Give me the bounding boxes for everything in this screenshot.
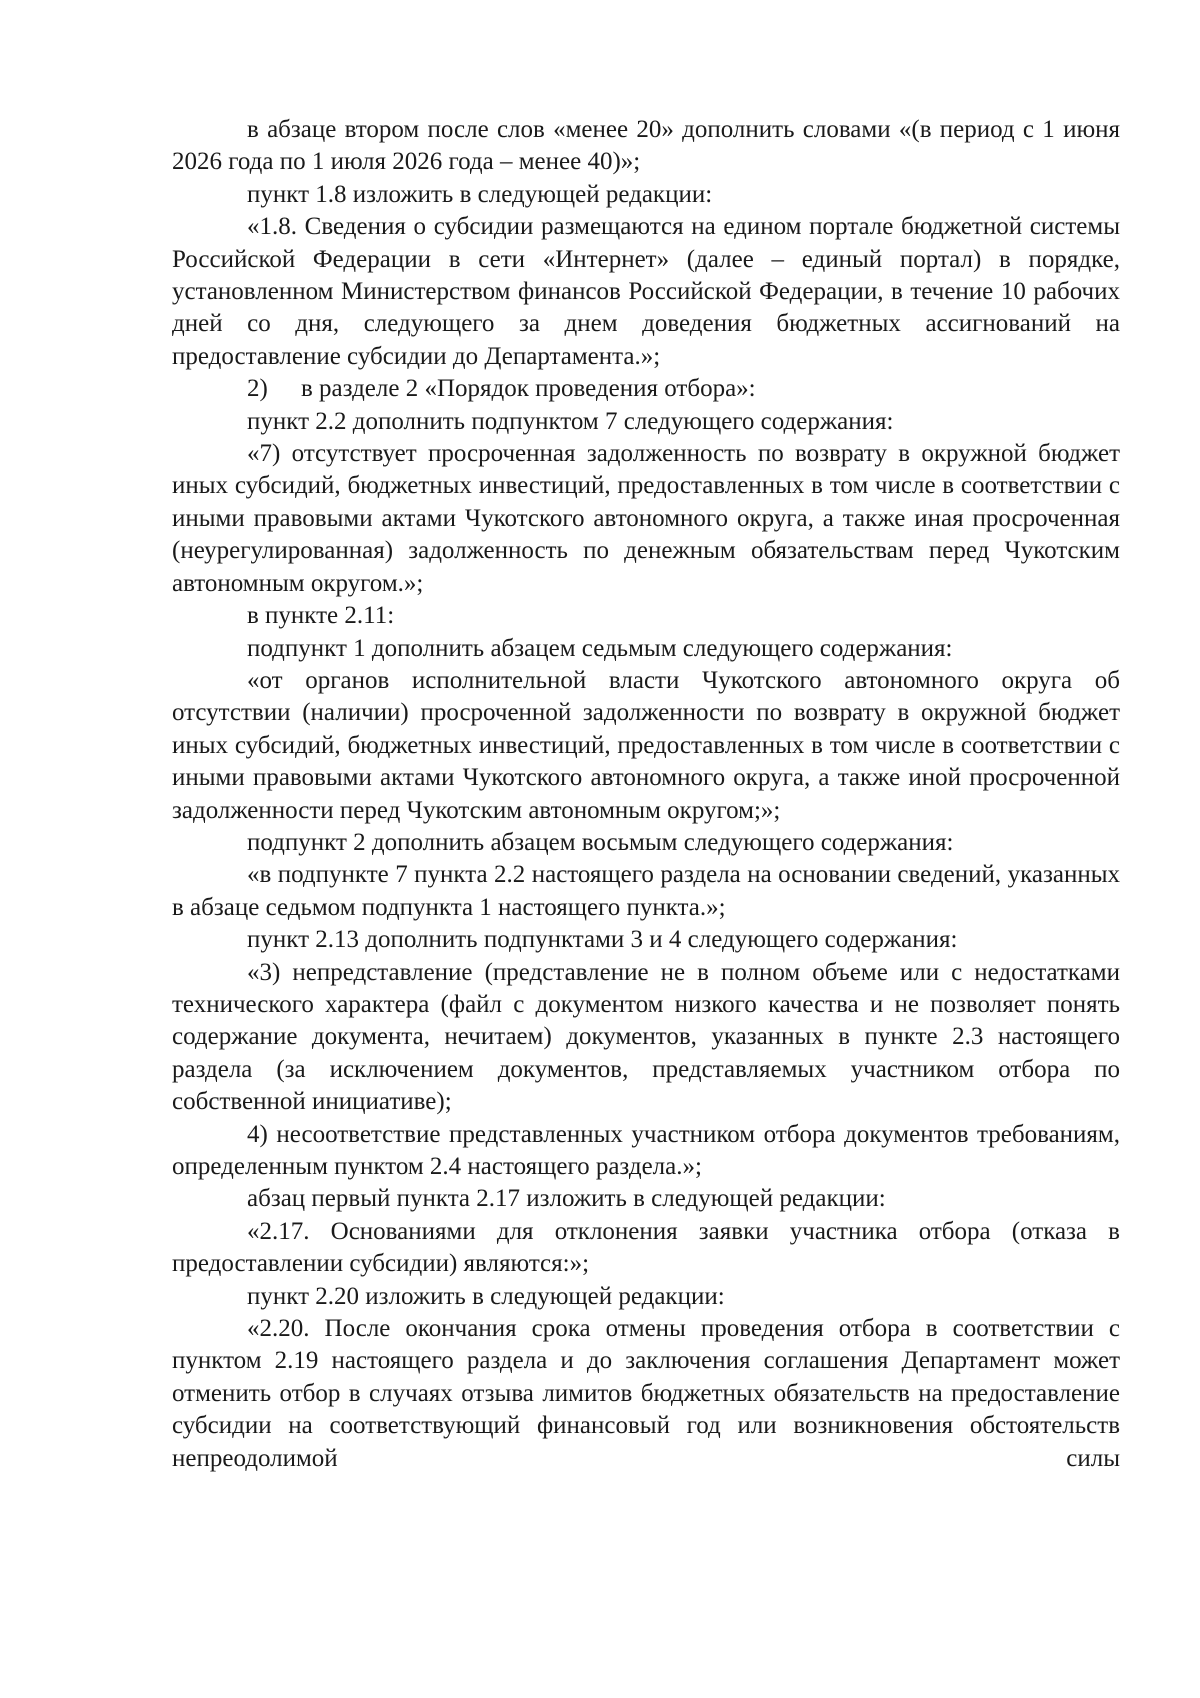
paragraph-4-text: в разделе 2 «Порядок проведения отбора»: <box>301 375 756 403</box>
paragraph-9: «от органов исполнительной власти Чукотского автономного округа об отсутствии (наличии) просроченной задолженности по возврату в окружной бюджет иных субсидий, бюджетных инвестиций, предоставленных в том числе в соответствии с иными правовыми актами Чукотского автономного округа, а также иной просроченной задолженности перед Чукотским автономным округом;»; <box>172 666 1120 824</box>
paragraph-11: «в подпункте 7 пункта 2.2 настоящего раздела на основании сведений, указанных в абзаце седьмом подпункта 1 настоящего пункта.»; <box>172 861 1120 921</box>
paragraph-16: «2.17. Основаниями для отклонения заявки участника отбора (отказа в предоставлении субсидии) являются:»; <box>172 1217 1120 1278</box>
paragraph-3: «1.8. Сведения о субсидии размещаются на едином портале бюджетной системы Российской Федерации в сети «Интернет» (далее – единый портал) в порядке, установленном Министерством финансов Российской Федерации, в течение 10 рабочих дней со дня, следующего за днем доведения бюджетных ассигнований на предоставление субсидии до Департамента.»; <box>172 213 1120 370</box>
paragraph-7: в пункте 2.11: <box>247 602 395 630</box>
paragraph-14: 4) несоответствие представленных участником отбора документов требованиям, определенным пунктом 2.4 настоящего раздела.»; <box>172 1120 1120 1180</box>
paragraph-10: подпункт 2 дополнить абзацем восьмым следующего содержания: <box>247 828 954 856</box>
paragraph-1: в абзаце втором после слов «менее 20» дополнить словами «(в период с 1 июня 2026 года по 1 июля 2026 года – менее 40)»; <box>172 116 1120 176</box>
document-page <box>172 114 1120 1475</box>
paragraph-6: «7) отсутствует просроченная задолженность по возврату в окружной бюджет иных субсидий, бюджетных инвестиций, предоставленных в том числе в соответствии с иными правовыми актами Чукотского автономного округа, а также иная просроченная (неурегулированная) задолженность по денежным обязательствам перед Чукотским автономным округом.»; <box>172 440 1120 597</box>
paragraph-4 <box>172 373 1120 405</box>
paragraph-2: пункт 1.8 изложить в следующей редакции: <box>247 180 713 208</box>
paragraph-15: абзац первый пункта 2.17 изложить в следующей редакции: <box>247 1185 886 1213</box>
paragraph-17: пункт 2.20 изложить в следующей редакции: <box>247 1282 725 1310</box>
paragraph-12: пункт 2.13 дополнить подпунктами 3 и 4 следующего содержания: <box>247 926 958 954</box>
list-item-number: 2) <box>247 375 268 403</box>
paragraph-5: пункт 2.2 дополнить подпунктом 7 следующего содержания: <box>247 407 894 435</box>
paragraph-18: «2.20. После окончания срока отмены проведения отбора в соответствии с пунктом 2.19 настоящего раздела и до заключения соглашения Департамент может отменить отбор в случаях отзыва лимитов бюджетных обязательств на предоставление субсидии на соответствующий финансовый год или возникновения обстоятельств непреодолимой силы <box>172 1315 1120 1472</box>
paragraph-8: подпункт 1 дополнить абзацем седьмым следующего содержания: <box>247 634 953 662</box>
paragraph-13: «3) непредставление (представление не в полном объеме или с недостатками технического характера (файл с документом низкого качества и не позволяет понять содержание документа, нечитаем) документов, указанных в пункте 2.3 настоящего раздела (за исключением документов, представляемых участником отбора по собственной инициативе); <box>172 958 1120 1116</box>
